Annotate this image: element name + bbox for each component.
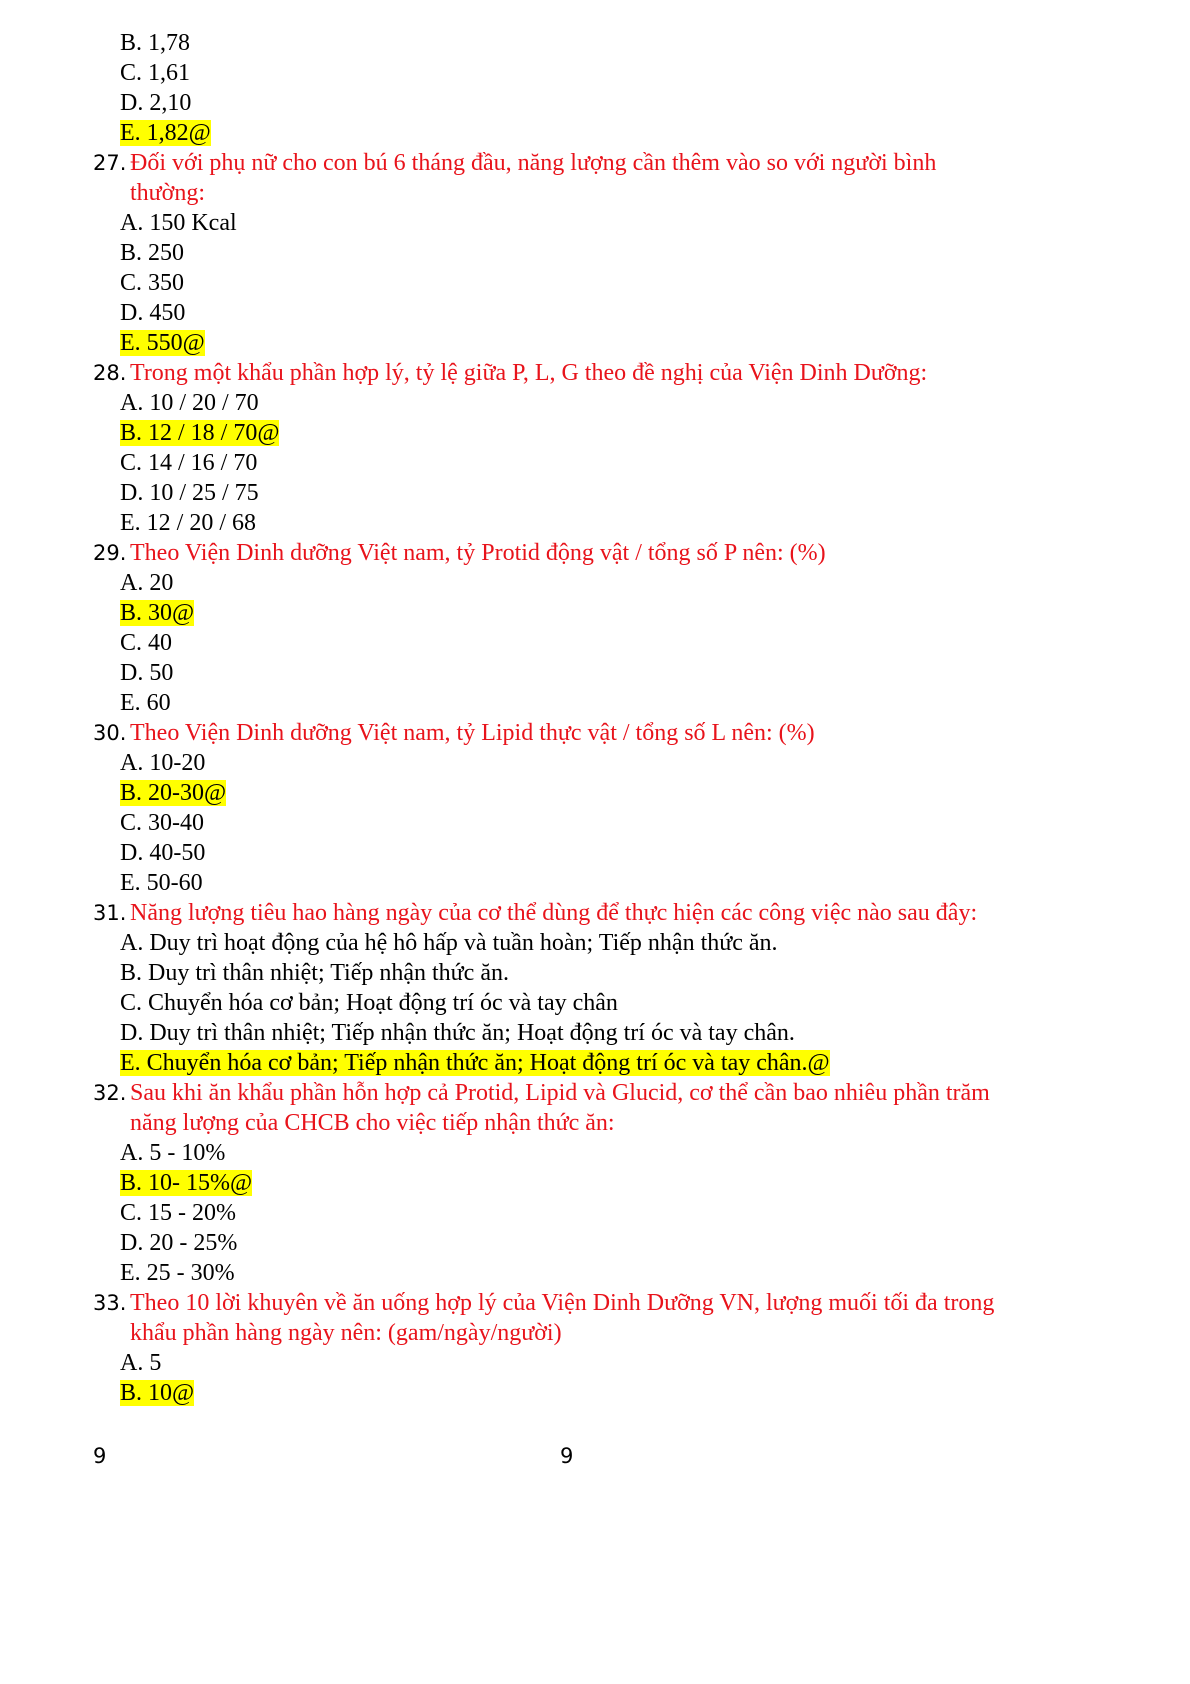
question-text: Trong một khẩu phần hợp lý, tỷ lệ giữa P, L, G theo đề nghị của Viện Dinh Dưỡng: — [130, 360, 928, 386]
question-text: Theo Viện Dinh dưỡng Việt nam, tỷ Lipid thực vật / tổng số L nên: (%) — [130, 720, 815, 746]
answer-text: A. 5 - 10% — [120, 1140, 226, 1166]
answer-text: E. 25 - 30% — [120, 1260, 235, 1286]
answer-text: C. 350 — [120, 270, 185, 296]
question-text: Sau khi ăn khẩu phần hỗn hợp cả Protid, Lipid và Glucid, cơ thể cần bao nhiêu phần trăm năng lượng của CHCB cho việc tiếp nhận thức ăn: — [130, 1080, 990, 1136]
answer-option — [0, 1168, 1190, 1198]
answer-option — [0, 328, 1190, 358]
question-number: 27. — [93, 151, 127, 175]
question-number: 29. — [93, 541, 127, 565]
correct-answer-text: B. 30@ — [120, 600, 195, 626]
answer-option — [0, 778, 1190, 808]
question-text: Theo Viện Dinh dưỡng Việt nam, tỷ Protid động vật / tổng số P nên: (%) — [130, 540, 826, 566]
question-number: 31. — [93, 901, 127, 925]
answer-option — [0, 568, 1190, 598]
answer-text: D. 450 — [120, 300, 186, 326]
answer-option — [0, 1198, 1190, 1228]
answer-option — [0, 928, 1190, 958]
answer-option — [0, 1258, 1190, 1288]
answer-option — [0, 748, 1190, 778]
question-number: 30. — [93, 721, 127, 745]
answer-option — [0, 1228, 1190, 1258]
answer-option — [0, 988, 1190, 1018]
answer-text: A. 20 — [120, 570, 174, 596]
answer-text: B. 1,78 — [120, 30, 191, 56]
answer-option — [0, 118, 1190, 148]
answer-text: B. 250 — [120, 240, 185, 266]
answer-option — [0, 478, 1190, 508]
page-number-left: 9 — [93, 1444, 107, 1468]
correct-answer-text: B. 10@ — [120, 1380, 195, 1406]
answer-text: D. 2,10 — [120, 90, 192, 116]
question — [0, 718, 1015, 748]
answer-option — [0, 298, 1190, 328]
answer-text: C. 40 — [120, 630, 173, 656]
answer-text: C. 30-40 — [120, 810, 204, 836]
answer-text: A. Duy trì hoạt động của hệ hô hấp và tuần hoàn; Tiếp nhận thức ăn. — [120, 930, 778, 956]
page-number-center: 9 — [560, 1444, 574, 1468]
answer-option — [0, 838, 1190, 868]
answer-option — [0, 208, 1190, 238]
answer-option — [0, 508, 1190, 538]
correct-answer-text: B. 20-30@ — [120, 780, 227, 806]
answer-option — [0, 1018, 1190, 1048]
answer-option — [0, 868, 1190, 898]
answer-text: E. 12 / 20 / 68 — [120, 510, 256, 536]
answer-option — [0, 688, 1190, 718]
correct-answer-text: E. Chuyển hóa cơ bản; Tiếp nhận thức ăn; Hoạt động trí óc và tay chân.@ — [120, 1050, 830, 1076]
question — [0, 538, 1015, 568]
answer-option — [0, 88, 1190, 118]
answer-text: C. 1,61 — [120, 60, 191, 86]
document-body — [0, 28, 1190, 1408]
question-text: Đối với phụ nữ cho con bú 6 tháng đầu, năng lượng cần thêm vào so với người bình thường: — [130, 150, 937, 206]
answer-option — [0, 388, 1190, 418]
correct-answer-text: E. 550@ — [120, 330, 205, 356]
question-number: 33. — [93, 1291, 127, 1315]
answer-option — [0, 448, 1190, 478]
answer-option — [0, 268, 1190, 298]
answer-text: B. Duy trì thân nhiệt; Tiếp nhận thức ăn. — [120, 960, 509, 986]
question — [0, 898, 1015, 928]
answer-option — [0, 598, 1190, 628]
question-number: 28. — [93, 361, 127, 385]
answer-option — [0, 628, 1190, 658]
answer-option — [0, 1048, 1190, 1078]
answer-option — [0, 658, 1190, 688]
answer-text: E. 50-60 — [120, 870, 203, 896]
answer-text: C. 15 - 20% — [120, 1200, 236, 1226]
question — [0, 148, 1015, 208]
answer-option — [0, 1138, 1190, 1168]
question-number: 32. — [93, 1081, 127, 1105]
answer-text: A. 5 — [120, 1350, 162, 1376]
answer-text: C. 14 / 16 / 70 — [120, 450, 258, 476]
answer-option — [0, 958, 1190, 988]
answer-option — [0, 28, 1190, 58]
answer-text: A. 150 Kcal — [120, 210, 237, 236]
question — [0, 358, 1015, 388]
answer-text: C. Chuyển hóa cơ bản; Hoạt động trí óc và tay chân — [120, 990, 618, 1016]
answer-text: D. 50 — [120, 660, 174, 686]
answer-option — [0, 58, 1190, 88]
question — [0, 1288, 1015, 1348]
answer-option — [0, 808, 1190, 838]
correct-answer-text: B. 10- 15%@ — [120, 1170, 253, 1196]
answer-text: D. 40-50 — [120, 840, 206, 866]
answer-text: A. 10 / 20 / 70 — [120, 390, 259, 416]
correct-answer-text: E. 1,82@ — [120, 120, 211, 146]
answer-text: A. 10-20 — [120, 750, 206, 776]
question — [0, 1078, 1015, 1138]
answer-option — [0, 418, 1190, 448]
answer-option — [0, 238, 1190, 268]
correct-answer-text: B. 12 / 18 / 70@ — [120, 420, 280, 446]
question-text: Năng lượng tiêu hao hàng ngày của cơ thể dùng để thực hiện các công việc nào sau đây: — [130, 900, 978, 926]
answer-option — [0, 1378, 1190, 1408]
answer-option — [0, 1348, 1190, 1378]
answer-text: E. 60 — [120, 690, 171, 716]
answer-text: D. 10 / 25 / 75 — [120, 480, 259, 506]
answer-text: D. 20 - 25% — [120, 1230, 238, 1256]
question-text: Theo 10 lời khuyên về ăn uống hợp lý của Viện Dinh Dưỡng VN, lượng muối tối đa trong khẩu phần hàng ngày nên: (gam/ngày/người) — [130, 1290, 995, 1346]
answer-text: D. Duy trì thân nhiệt; Tiếp nhận thức ăn; Hoạt động trí óc và tay chân. — [120, 1020, 795, 1046]
